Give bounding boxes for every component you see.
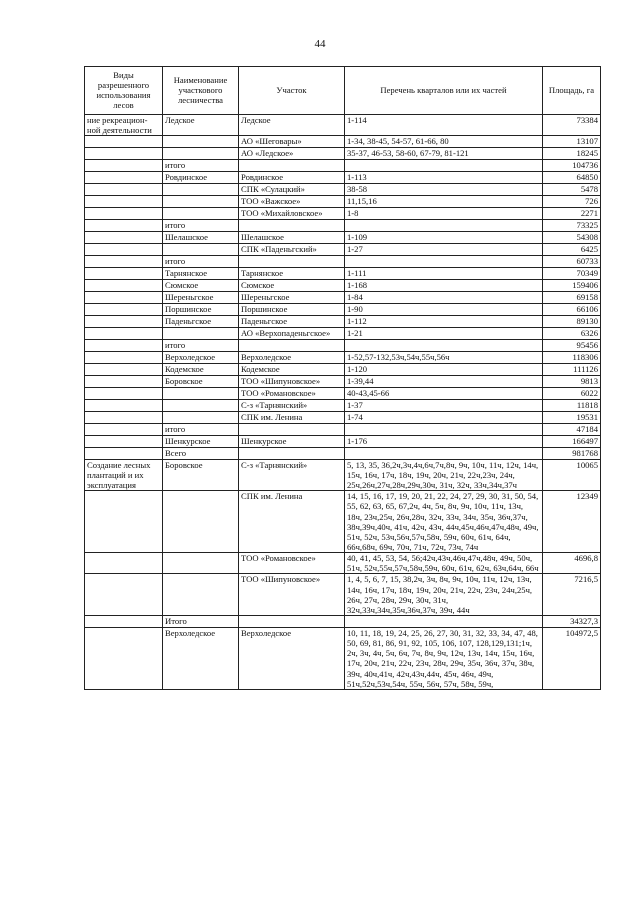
- cell-quarters: 35-37, 46-53, 58-60, 67-79, 81-121: [345, 147, 543, 159]
- cell-quarters: [345, 339, 543, 351]
- table-row: [85, 171, 601, 183]
- cell-area: 981768: [543, 447, 601, 459]
- cell-area: 18245: [543, 147, 601, 159]
- page-number: 44: [314, 38, 326, 50]
- table-row: [85, 447, 601, 459]
- cell-quarters: 1-84: [345, 291, 543, 303]
- cell-forestry: Верхоледское: [163, 351, 239, 363]
- table-row: [85, 459, 601, 490]
- category-cell: [85, 207, 163, 219]
- cell-area: 4696,8: [543, 553, 601, 574]
- category-recreation: ние рекреацион-ной деятельности: [85, 114, 163, 135]
- cell-area: 104736: [543, 159, 601, 171]
- cell-forestry: [163, 411, 239, 423]
- cell-area: 111126: [543, 363, 601, 375]
- cell-forestry: [163, 243, 239, 255]
- cell-quarters: [345, 159, 543, 171]
- table-body: [85, 114, 601, 689]
- cell-plot: ТОО «Шипуновское»: [239, 375, 345, 387]
- cell-plot: ТОО «Важское»: [239, 195, 345, 207]
- cell-plot: СПК им. Ленина: [239, 491, 345, 553]
- cell-plot: Шенкурское: [239, 435, 345, 447]
- category-cell: [85, 627, 163, 689]
- category-cell: [85, 279, 163, 291]
- cell-plot: [239, 447, 345, 459]
- table-row: [85, 207, 601, 219]
- cell-forestry: [163, 147, 239, 159]
- category-cell: [85, 303, 163, 315]
- table-row: [85, 553, 601, 574]
- cell-quarters: 1-120: [345, 363, 543, 375]
- cell-forestry: итого: [163, 159, 239, 171]
- category-cell: [85, 363, 163, 375]
- cell-plot: Верхоледское: [239, 351, 345, 363]
- cell-plot: Паденьгское: [239, 315, 345, 327]
- category-cell: [85, 171, 163, 183]
- table-header-row: [85, 67, 601, 115]
- category-cell: [85, 491, 163, 553]
- cell-quarters: 1-112: [345, 315, 543, 327]
- cell-forestry: Тарнянское: [163, 267, 239, 279]
- header-forestry: Наименование участкового лесничества: [163, 67, 239, 115]
- table-row: [85, 231, 601, 243]
- cell-forestry: Паденьгское: [163, 315, 239, 327]
- cell-area: 64850: [543, 171, 601, 183]
- cell-area: 10065: [543, 459, 601, 490]
- cell-area: 5478: [543, 183, 601, 195]
- forest-use-table: [84, 66, 601, 690]
- category-cell: [85, 219, 163, 231]
- cell-area: 11818: [543, 399, 601, 411]
- cell-plot: АО «Шеговары»: [239, 135, 345, 147]
- cell-forestry: Верхоледское: [163, 627, 239, 689]
- cell-plot: ТОО «Романовское»: [239, 553, 345, 574]
- category-cell: [85, 291, 163, 303]
- cell-plot: ТОО «Шипуновское»: [239, 574, 345, 616]
- category-cell: [85, 399, 163, 411]
- cell-plot: ТОО «Михайловское»: [239, 207, 345, 219]
- cell-quarters: [345, 447, 543, 459]
- cell-plot: АО «Верхопаденьгское»: [239, 327, 345, 339]
- cell-quarters: 1-34, 38-45, 54-57, 61-66, 80: [345, 135, 543, 147]
- cell-quarters: 1-111: [345, 267, 543, 279]
- header-plot: Участок: [239, 67, 345, 115]
- cell-area: 13107: [543, 135, 601, 147]
- cell-plot: Шереньгское: [239, 291, 345, 303]
- cell-forestry: Шереньгское: [163, 291, 239, 303]
- category-cell: [85, 411, 163, 423]
- cell-forestry: Боровское: [163, 375, 239, 387]
- cell-quarters: 14, 15, 16, 17, 19, 20, 21, 22, 24, 27, 29, 30, 31, 50, 54, 55, 62, 63, 65, 67,2ч, 4ч, 5ч, 8ч, 9ч, 10ч, 11ч, 13ч, 18ч, 23ч,25ч, 26ч,28ч, 32ч, 33ч, 34ч, 35ч, 36ч,37ч, 38ч,39ч,40ч, 41ч, 42ч, 43ч, 44ч,45ч,46ч,47ч,48ч, 49ч, 51ч, 52ч, 53ч,56ч,57ч,58ч, 59ч, 60ч, 61ч, 64ч, 66ч,68ч, 69ч, 70ч, 71ч, 72ч, 73ч, 74ч: [345, 491, 543, 553]
- cell-forestry: [163, 183, 239, 195]
- cell-quarters: [345, 615, 543, 627]
- table-row: [85, 279, 601, 291]
- cell-quarters: 40-43,45-66: [345, 387, 543, 399]
- cell-plot: Тарнянское: [239, 267, 345, 279]
- category-cell: [85, 435, 163, 447]
- category-cell: [85, 423, 163, 435]
- category-cell: [85, 339, 163, 351]
- category-plantations: Создание лесных плантаций и их эксплуатация: [85, 459, 163, 490]
- category-cell: [85, 375, 163, 387]
- table-row: [85, 435, 601, 447]
- cell-area: 9813: [543, 375, 601, 387]
- cell-quarters: 11,15,16: [345, 195, 543, 207]
- table-row: [85, 399, 601, 411]
- cell-forestry: итого: [163, 339, 239, 351]
- cell-area: 19531: [543, 411, 601, 423]
- cell-quarters: 38-58: [345, 183, 543, 195]
- cell-forestry: [163, 387, 239, 399]
- table-row: [85, 574, 601, 616]
- category-cell: [85, 615, 163, 627]
- cell-area: 6022: [543, 387, 601, 399]
- cell-plot: [239, 255, 345, 267]
- cell-forestry: итого: [163, 219, 239, 231]
- cell-plot: Ледское: [239, 114, 345, 135]
- category-cell: [85, 195, 163, 207]
- cell-forestry: Поршинское: [163, 303, 239, 315]
- cell-forestry: [163, 327, 239, 339]
- cell-quarters: 1-27: [345, 243, 543, 255]
- cell-forestry: итого: [163, 255, 239, 267]
- cell-plot: [239, 159, 345, 171]
- category-cell: [85, 135, 163, 147]
- cell-forestry: Кодемское: [163, 363, 239, 375]
- category-cell: [85, 574, 163, 616]
- category-cell: [85, 447, 163, 459]
- cell-plot: Шелашское: [239, 231, 345, 243]
- cell-plot: [239, 339, 345, 351]
- table-row: [85, 303, 601, 315]
- cell-plot: Кодемское: [239, 363, 345, 375]
- cell-quarters: 1-90: [345, 303, 543, 315]
- cell-area: 60733: [543, 255, 601, 267]
- table-row: [85, 147, 601, 159]
- cell-forestry: Шелашское: [163, 231, 239, 243]
- cell-area: 70349: [543, 267, 601, 279]
- table-row: [85, 411, 601, 423]
- category-cell: [85, 553, 163, 574]
- cell-forestry: Боровское: [163, 459, 239, 490]
- cell-quarters: 1-74: [345, 411, 543, 423]
- cell-quarters: 40, 41, 45, 53, 54, 56;42ч,43ч,46ч,47ч,48ч, 49ч, 50ч, 51ч, 52ч,55ч,57ч,58ч,59ч, 60ч, 61ч, 62ч, 63ч,64ч, 66ч: [345, 553, 543, 574]
- cell-area: 69158: [543, 291, 601, 303]
- cell-quarters: 1-113: [345, 171, 543, 183]
- cell-forestry: [163, 399, 239, 411]
- header-quarters: Перечень кварталов или их частей: [345, 67, 543, 115]
- cell-quarters: 1-168: [345, 279, 543, 291]
- cell-quarters: [345, 219, 543, 231]
- table-row: [85, 627, 601, 689]
- table-row: [85, 255, 601, 267]
- category-cell: [85, 159, 163, 171]
- cell-plot: СПК «Сулацкий»: [239, 183, 345, 195]
- cell-forestry: [163, 491, 239, 553]
- table-row: [85, 315, 601, 327]
- cell-forestry: [163, 195, 239, 207]
- header-area: Площадь, га: [543, 67, 601, 115]
- cell-forestry: Ровдинское: [163, 171, 239, 183]
- table-row: [85, 491, 601, 553]
- cell-forestry: Шенкурское: [163, 435, 239, 447]
- cell-area: 104972,5: [543, 627, 601, 689]
- cell-area: 118306: [543, 351, 601, 363]
- cell-quarters: 1, 4, 5, 6, 7, 15, 38,2ч, 3ч, 8ч, 9ч, 10ч, 11ч, 12ч, 13ч, 14ч, 16ч, 17ч, 18ч, 19ч, 20ч, 21ч, 22ч, 23ч, 24ч,25ч, 26ч, 27ч, 28ч, 29ч, 30ч, 31ч, 32ч,33ч,34ч,35ч,36ч,37ч, 39ч, 44ч: [345, 574, 543, 616]
- cell-forestry: Всего: [163, 447, 239, 459]
- cell-plot: [239, 219, 345, 231]
- cell-area: 7216,5: [543, 574, 601, 616]
- cell-forestry: Сюмское: [163, 279, 239, 291]
- cell-area: 166497: [543, 435, 601, 447]
- cell-area: 726: [543, 195, 601, 207]
- category-cell: [85, 327, 163, 339]
- cell-quarters: 1-114: [345, 114, 543, 135]
- cell-quarters: 1-8: [345, 207, 543, 219]
- table-row: [85, 615, 601, 627]
- cell-forestry: [163, 135, 239, 147]
- cell-quarters: 1-176: [345, 435, 543, 447]
- cell-quarters: 1-21: [345, 327, 543, 339]
- cell-plot: [239, 423, 345, 435]
- cell-forestry: [163, 574, 239, 616]
- cell-area: 47184: [543, 423, 601, 435]
- cell-area: 73384: [543, 114, 601, 135]
- cell-plot: Ровдинское: [239, 171, 345, 183]
- cell-plot: Поршинское: [239, 303, 345, 315]
- cell-quarters: 10, 11, 18, 19, 24, 25, 26, 27, 30, 31, 32, 33, 34, 47, 48, 50, 69, 81, 86, 91, 92, 105, 106, 107, 128,129,131;1ч, 2ч, 3ч, 4ч, 5ч, 6ч, 7ч, 8ч, 9ч, 12ч, 13ч, 14ч, 15ч, 16ч, 17ч, 20ч, 21ч, 22ч, 23ч, 28ч, 29ч, 35ч, 36ч, 37ч, 38ч, 39ч, 40ч,41ч, 42ч,43ч,44ч, 45ч, 46ч, 49ч, 51ч,52ч,53ч,54ч, 55ч, 56ч, 57ч, 58ч, 59ч,: [345, 627, 543, 689]
- category-cell: [85, 267, 163, 279]
- cell-forestry: Ледское: [163, 114, 239, 135]
- category-cell: [85, 315, 163, 327]
- cell-plot: С-з «Тарнянский»: [239, 399, 345, 411]
- table-row: [85, 114, 601, 135]
- cell-plot: ТОО «Романовское»: [239, 387, 345, 399]
- table-row: [85, 339, 601, 351]
- table-row: [85, 135, 601, 147]
- cell-area: 12349: [543, 491, 601, 553]
- cell-quarters: 1-52,57-132,53ч,54ч,55ч,56ч: [345, 351, 543, 363]
- category-cell: [85, 351, 163, 363]
- table-row: [85, 423, 601, 435]
- table-row: [85, 363, 601, 375]
- cell-area: 66106: [543, 303, 601, 315]
- cell-plot: Верхоледское: [239, 627, 345, 689]
- cell-plot: С-з «Тарнянский»: [239, 459, 345, 490]
- category-cell: [85, 243, 163, 255]
- cell-area: 95456: [543, 339, 601, 351]
- table-row: [85, 195, 601, 207]
- table-row: [85, 351, 601, 363]
- category-cell: [85, 231, 163, 243]
- category-cell: [85, 147, 163, 159]
- cell-quarters: [345, 255, 543, 267]
- category-cell: [85, 255, 163, 267]
- cell-plot: [239, 615, 345, 627]
- table-row: [85, 267, 601, 279]
- cell-forestry: [163, 207, 239, 219]
- table-row: [85, 219, 601, 231]
- cell-plot: АО «Ледское»: [239, 147, 345, 159]
- cell-area: 89130: [543, 315, 601, 327]
- category-cell: [85, 183, 163, 195]
- cell-area: 159406: [543, 279, 601, 291]
- category-cell: [85, 387, 163, 399]
- table-row: [85, 183, 601, 195]
- cell-plot: Сюмское: [239, 279, 345, 291]
- table-row: [85, 387, 601, 399]
- cell-area: 54308: [543, 231, 601, 243]
- table-row: [85, 159, 601, 171]
- table-row: [85, 243, 601, 255]
- cell-quarters: 1-39,44: [345, 375, 543, 387]
- cell-quarters: 5, 13, 35, 36,2ч,3ч,4ч,6ч,7ч,8ч, 9ч, 10ч, 11ч, 12ч, 14ч, 15ч, 16ч, 17ч, 18ч, 19ч, 20ч, 21ч, 22ч,23ч, 24ч, 25ч,26ч,27ч,28ч,29ч,30ч, 31ч, 32ч, 33ч,34ч,37ч: [345, 459, 543, 490]
- cell-area: 6425: [543, 243, 601, 255]
- cell-forestry: итого: [163, 423, 239, 435]
- cell-area: 73325: [543, 219, 601, 231]
- cell-area: 6326: [543, 327, 601, 339]
- table-row: [85, 375, 601, 387]
- cell-plot: СПК им. Ленина: [239, 411, 345, 423]
- cell-quarters: 1-109: [345, 231, 543, 243]
- table-row: [85, 327, 601, 339]
- cell-area: 34327,3: [543, 615, 601, 627]
- cell-plot: СПК «Паденьгский»: [239, 243, 345, 255]
- cell-quarters: [345, 423, 543, 435]
- cell-quarters: 1-37: [345, 399, 543, 411]
- cell-area: 2271: [543, 207, 601, 219]
- cell-forestry: [163, 553, 239, 574]
- cell-forestry: Итого: [163, 615, 239, 627]
- table-row: [85, 291, 601, 303]
- header-use-type: Виды разрешенного использования лесов: [85, 67, 163, 115]
